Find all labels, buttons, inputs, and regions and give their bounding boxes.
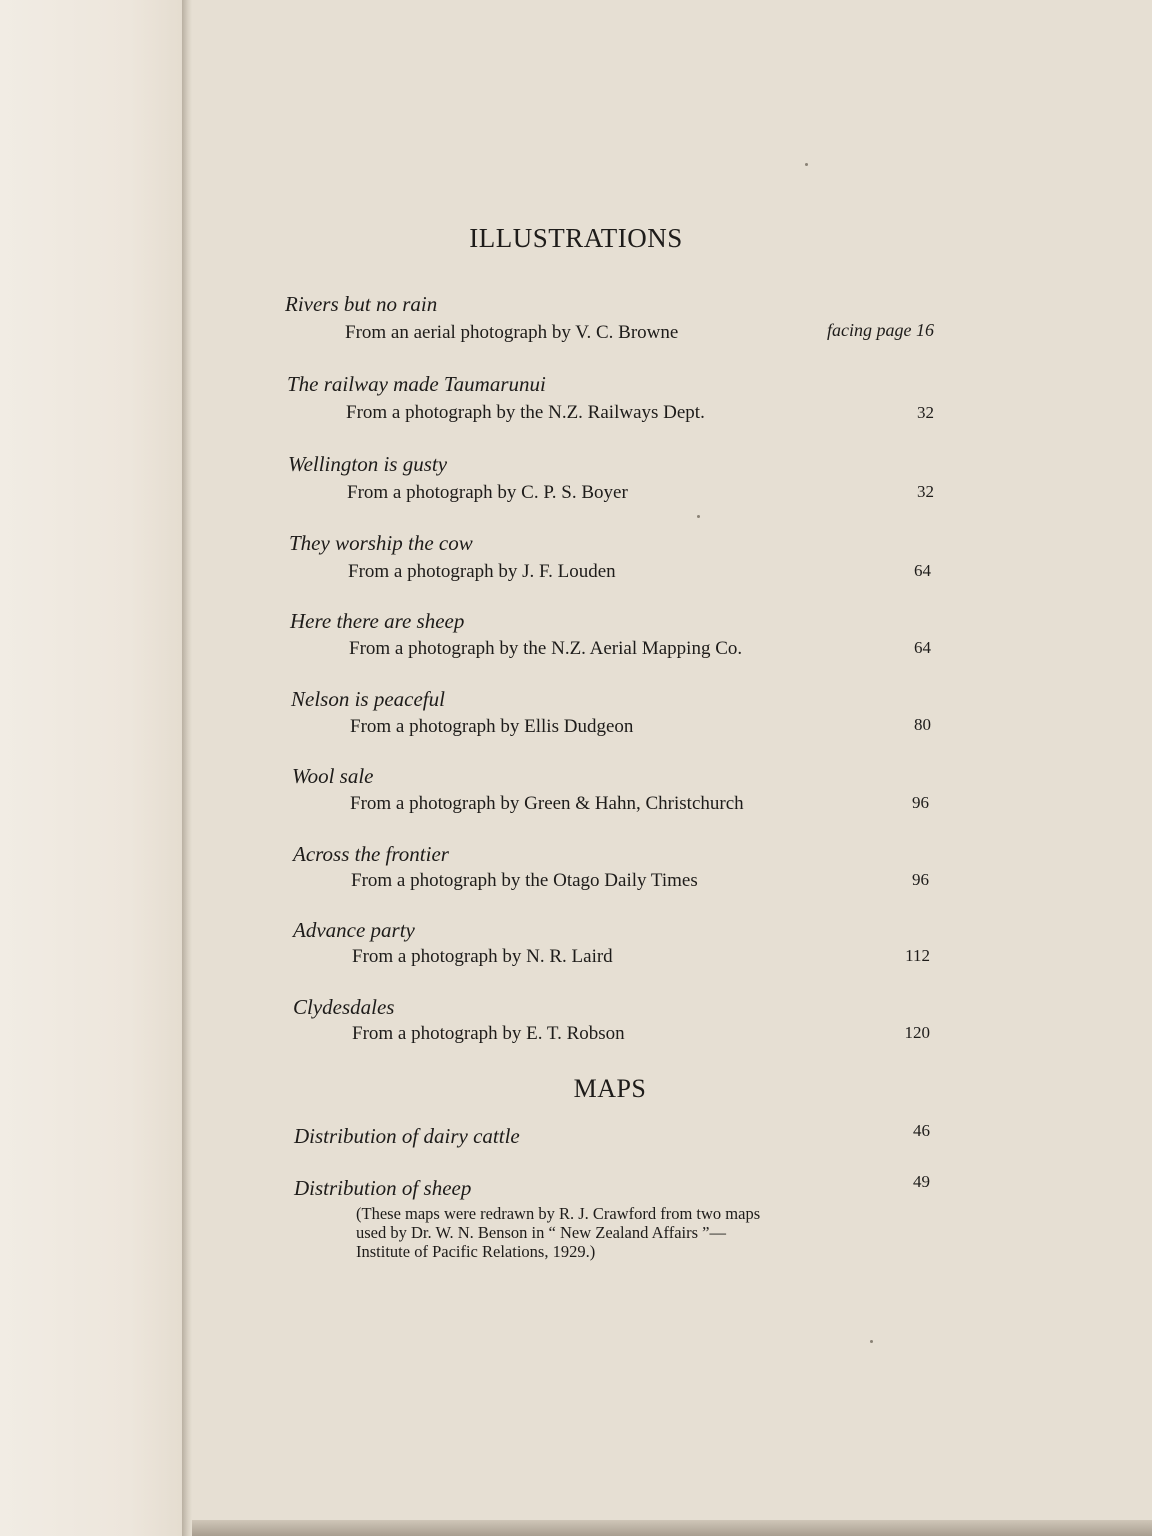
maps-heading: MAPS: [573, 1074, 647, 1103]
facing-page-label: facing page: [827, 320, 912, 340]
paper-speck: [805, 163, 808, 166]
illustration-credit: From a photograph by C. P. S. Boyer: [347, 482, 628, 503]
illustration-title: The railway made Taumarunui: [287, 372, 546, 396]
illustration-title: Across the frontier: [293, 842, 449, 866]
page-number: 32: [917, 482, 934, 501]
illustration-credit: From a photograph by E. T. Robson: [352, 1023, 625, 1044]
paper-speck: [870, 1340, 873, 1343]
illustration-credit: From a photograph by the N.Z. Railways Dept.: [346, 402, 705, 423]
maps-note: [356, 1204, 760, 1261]
maps-note-line: (These maps were redrawn by R. J. Crawford from two maps: [356, 1204, 761, 1223]
page-number: [827, 320, 934, 341]
page-number: 32: [917, 403, 934, 422]
page-number: 96: [912, 793, 929, 812]
illustration-title: Wool sale: [292, 764, 374, 788]
map-title: Distribution of sheep: [294, 1176, 472, 1200]
maps-note-line: used by Dr. W. N. Benson in “ New Zealand Affairs ”—: [356, 1223, 726, 1242]
illustration-title: Advance party: [293, 918, 415, 942]
illustration-credit: From a photograph by J. F. Louden: [348, 561, 616, 582]
page-bottom-edge: [192, 1520, 1152, 1536]
paper-speck: [697, 515, 700, 518]
page-number: 64: [914, 561, 931, 580]
illustrations-heading: ILLUSTRATIONS: [469, 223, 683, 253]
page-number: 64: [914, 638, 931, 657]
page-number: 96: [912, 870, 929, 889]
illustration-title: Nelson is peaceful: [291, 687, 445, 711]
maps-note-line: Institute of Pacific Relations, 1929.): [356, 1242, 596, 1261]
page-number: 120: [904, 1023, 930, 1042]
page-number: 80: [914, 715, 931, 734]
illustration-title: Clydesdales: [293, 995, 395, 1019]
map-title: Distribution of dairy cattle: [294, 1124, 520, 1148]
illustration-credit: From an aerial photograph by V. C. Browne: [345, 322, 679, 343]
illustration-title: Wellington is gusty: [288, 452, 448, 476]
illustration-credit: From a photograph by Green & Hahn, Christchurch: [350, 793, 744, 814]
illustration-credit: From a photograph by Ellis Dudgeon: [350, 716, 634, 737]
page-number: 46: [913, 1121, 930, 1140]
illustration-title: Rivers but no rain: [285, 292, 438, 316]
illustration-credit: From a photograph by the Otago Daily Times: [351, 870, 698, 891]
illustration-credit: From a photograph by N. R. Laird: [352, 946, 613, 967]
illustration-title: Here there are sheep: [290, 609, 465, 633]
illustration-title: They worship the cow: [289, 531, 473, 555]
illustration-credit: From a photograph by the N.Z. Aerial Mapping Co.: [349, 638, 743, 659]
page-number-value: 16: [916, 320, 934, 340]
page-number: 112: [905, 946, 930, 965]
page-number: 49: [913, 1172, 930, 1191]
